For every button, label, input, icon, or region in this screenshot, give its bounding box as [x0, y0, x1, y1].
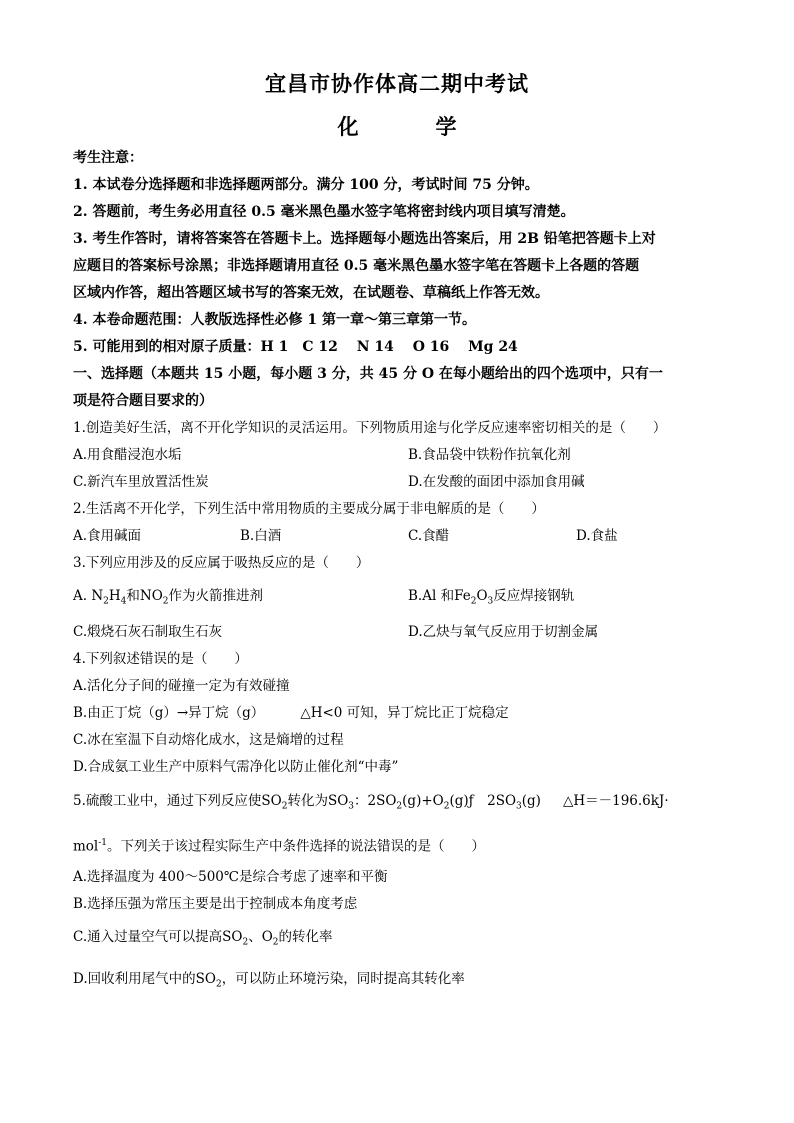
q5-option-b: B.选择压强为常压主要是出于控制成本角度考虑: [73, 896, 358, 912]
q2-option-c: C.食醋: [408, 528, 450, 544]
q5-c-so2: SO: [222, 929, 243, 945]
notice-item-4: 4. 本卷命题范围：人教版选择性必修 1 第一章～第三章第一节。: [73, 312, 476, 328]
q3-b-fe: Fe: [454, 588, 471, 604]
q5-d-post: ，可以防止环境污染，同时提高其转化率: [221, 971, 465, 987]
q5-stem-post: 。下列关于该过程实际生产中条件选择的说法错误的是（ ）: [107, 838, 486, 855]
q3-a-h-sub: 4: [120, 596, 127, 607]
section-heading: 一、选择题（本题共 15 小题，每小题 3 分，共 45 分 O 在每小题给出的四个选项中，只有一: [73, 366, 663, 382]
q1-stem: 1.创造美好生活，离不开化学知识的灵活运用。下列物质用途与化学反应速率密切相关的是（ ）: [73, 420, 667, 436]
q2-option-d: D.食盐: [576, 528, 618, 544]
q5-d-so2: SO: [195, 971, 216, 987]
q3-a-no-sub: 2: [162, 596, 169, 607]
q3-a-post: 作为火箭推进剂: [168, 588, 264, 604]
q3-a-n-sub: 2: [103, 596, 109, 607]
q1-option-b: B.食品袋中铁粉作抗氧化剂: [408, 447, 571, 463]
q3-option-a: [73, 586, 263, 612]
q3-b-o: O: [476, 588, 488, 604]
q5-eq-sub3: 3: [516, 801, 522, 812]
q5-unit: mol: [73, 838, 99, 855]
q3-b-prefix: B.Al 和: [408, 588, 455, 604]
q3-a-no: NO: [139, 588, 163, 604]
q5-option-c: [73, 927, 333, 953]
notice-item-3: 3. 考生作答时，请将答案答在答题卡上。选择题每小题选出答案后，用 2B 铅笔把答题卡上对: [73, 231, 656, 247]
q5-so2: SO: [261, 793, 282, 809]
notice-item-5: 5. 可能用到的相对原子质量：H 1 C 12 N 14 O 16 Mg 24: [73, 339, 518, 355]
q4-option-d: D.合成氨工业生产中原料气需净化以防止催化剂“中毒”: [73, 759, 399, 775]
q5-so2-sub: 2: [281, 801, 288, 812]
notice-item-3-cont2: 区域内作答，超出答题区域书写的答案无效，在试题卷、草稿纸上作答无效。: [73, 285, 549, 301]
q3-option-c: C.煅烧石灰石制取生石灰: [73, 624, 223, 640]
q5-option-d: [73, 969, 465, 995]
q5-c-post: 的转化率: [278, 929, 333, 945]
q4-option-a: A.活化分子间的碰撞一定为有效碰撞: [73, 678, 290, 694]
exam-subject: 化 学: [337, 114, 485, 139]
q5-eq-sub1: 2: [396, 801, 403, 812]
q5-eq-mid1: (g)+O: [402, 793, 444, 809]
notice-item-3-cont: 应题目的答案标号涂黑；非选择题请用直径 0.5 毫米黑色墨水签字笔在答题卡上各题的答题: [73, 258, 640, 274]
q5-unit-sup: -1: [98, 838, 108, 848]
q3-a-prefix: A.: [73, 588, 92, 604]
q1-option-a: A.用食醋浸泡水垢: [73, 447, 182, 463]
exam-title: 宜昌市协作体高二期中考试: [265, 71, 529, 96]
q1-option-c: C.新汽车里放置活性炭: [73, 474, 209, 490]
q4-b-prefix: B.由正丁烷（g）→异丁烷（g）: [73, 705, 265, 721]
q5-eq-mid2: (g)ƒ 2SO: [449, 793, 517, 809]
notice-heading: 考生注意：: [73, 150, 143, 166]
q5-so3: SO: [327, 793, 349, 809]
q5-c-o2: O: [261, 929, 273, 945]
q5-stem: [73, 791, 669, 817]
q4-stem: 4.下列叙述错误的是（ ）: [73, 651, 248, 667]
q3-b-fe-sub: 2: [470, 596, 477, 607]
q3-stem: 3.下列应用涉及的反应属于吸热反应的是（ ）: [73, 555, 370, 571]
q2-option-a: A.食用碱面: [73, 528, 142, 544]
q5-c-mid: 、: [248, 929, 262, 945]
q5-option-a: A.选择温度为 400～500℃是综合考虑了速率和平衡: [73, 869, 388, 885]
q3-a-h: H: [108, 588, 121, 604]
q5-d-so2-sub: 2: [215, 979, 222, 990]
q3-a-mid: 和: [126, 588, 140, 604]
q1-option-d: D.在发酸的面团中添加食用碱: [408, 474, 585, 490]
notice-item-1: 1. 本试卷分选择题和非选择题两部分。满分 100 分，考试时间 75 分钟。: [73, 177, 539, 193]
q4-option-b: [73, 703, 509, 723]
section-heading-cont: 项是符合题目要求的）: [73, 393, 213, 409]
q2-option-b: B.白酒: [240, 528, 282, 544]
q4-option-c: C.冰在室温下自动熔化成水，这是熵增的过程: [73, 732, 344, 748]
q3-option-d: D.乙炔与氧气反应用于切割金属: [408, 624, 599, 640]
q4-b-delta-h: △H<0 可知，异丁烷比正丁烷稳定: [300, 705, 509, 721]
q5-c-prefix: C.通入过量空气可以提高: [73, 929, 223, 945]
q3-a-n: N: [91, 588, 104, 604]
notice-item-2: 2. 答题前，考生务必用直径 0.5 毫米黑色墨水签字笔将密封线内项目填写清楚。: [73, 204, 575, 220]
q3-option-b: [408, 586, 574, 612]
q5-delta-h: △H＝－196.6kJ·: [562, 793, 669, 809]
q3-b-post: 反应焊接钢轨: [493, 588, 575, 604]
q5-d-prefix: D.回收利用尾气中的: [73, 971, 196, 987]
q3-b-o-sub: 3: [487, 596, 494, 607]
q5-so3-sub: 3: [348, 801, 355, 812]
q5-c-so2-sub: 2: [242, 937, 249, 948]
q5-stem-prefix: 5.硫酸工业中，通过下列反应使: [73, 793, 262, 809]
q5-stem-cont: [73, 833, 485, 857]
q2-stem: 2.生活离不开化学，下列生活中常用物质的主要成分属于非电解质的是（ ）: [73, 501, 545, 517]
q5-stem-mid: 转化为: [287, 793, 328, 809]
q5-eq-sub2: 2: [443, 801, 450, 812]
q5-eq-post: (g): [521, 793, 541, 809]
q5-c-o2-sub: 2: [272, 937, 279, 948]
q5-eq-prefix: ：2SO: [354, 793, 397, 809]
